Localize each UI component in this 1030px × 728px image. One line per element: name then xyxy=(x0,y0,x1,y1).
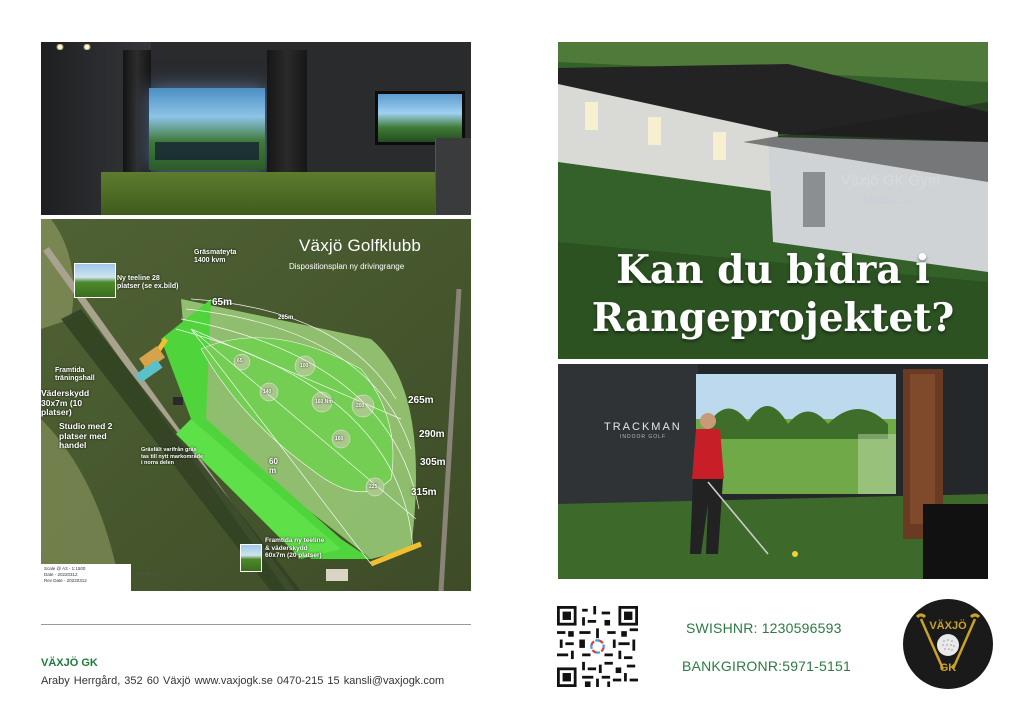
label-studio: Studio med 2 platser med handel xyxy=(59,421,113,450)
label-dist-305: 305m xyxy=(420,457,446,468)
plan-subtitle: Dispositionsplan ny drivingrange xyxy=(289,262,405,271)
wall-tv xyxy=(375,91,465,145)
club-contact-line: Araby Herrgård, 352 60 Växjö www.vaxjogk.se 0470-215 15 kansli@vaxjogk.com xyxy=(41,675,445,687)
green-label: 160 Nm xyxy=(315,399,333,405)
swish-number: SWISHNR: 1230596593 xyxy=(686,620,842,636)
label-future-hall: Framtida träningshall xyxy=(55,367,95,382)
footer-divider xyxy=(41,624,471,625)
headline-line-2: Rangeprojektet? xyxy=(591,295,955,341)
green-label: 65 xyxy=(237,358,243,364)
label-future-teeline: Framtida ny teeline & väderskydd 60x7m (20 platser) xyxy=(265,537,325,559)
club-name: VÄXJÖ GK xyxy=(41,657,98,669)
gym-sign: Växjö GK Gym xyxy=(841,172,941,189)
scale-box: Scale @ A3 - 1:1500 Date - 20220312 Rev Date - 20220312 xyxy=(41,564,131,591)
green-label: 160 xyxy=(335,436,344,442)
gym-building-render xyxy=(558,42,988,359)
headline xyxy=(558,246,988,342)
planner-logo: FINDER GOLF xyxy=(136,571,164,576)
trackman-studio-photo xyxy=(558,364,988,579)
label-dist-265-top: 265m xyxy=(278,315,294,321)
simulator-screen-bar xyxy=(155,142,259,160)
qr-code[interactable] xyxy=(557,606,638,687)
trackman-logo: TRACKMAN xyxy=(604,421,682,433)
label-grass-area: Gräsmateyta 1400 kvm xyxy=(194,249,237,264)
label-dist-315: 315m xyxy=(411,487,437,498)
driving-range-plan-map xyxy=(41,219,471,591)
teeline-example-thumbnail xyxy=(74,263,116,298)
future-teeline-thumbnail xyxy=(240,544,262,572)
badge-text-bottom: GK xyxy=(939,662,957,674)
plan-title: Växjö Golfklubb xyxy=(299,236,422,255)
green-label: 225 xyxy=(369,484,378,490)
badge-text-top: VÄXJÖ xyxy=(929,620,967,632)
studio-graphic xyxy=(558,364,988,579)
green-label: 100 xyxy=(300,363,309,369)
label-dist-265: 265m xyxy=(408,395,434,406)
label-new-teeline: Ny teeline 28 platser (se ex.bild) xyxy=(117,275,179,290)
bankgiro-number: BANKGIRONR:5971-5151 xyxy=(682,658,851,674)
vaxjo-gk-logo xyxy=(903,599,993,689)
cabinet xyxy=(435,138,471,215)
trackman-logo-sub: INDOOR GOLF xyxy=(620,434,667,440)
turf-floor xyxy=(101,172,471,215)
simulator-room-photo xyxy=(41,42,471,215)
label-dist-65: 65m xyxy=(212,297,233,308)
green-label: 140 xyxy=(263,389,272,395)
label-shelter: Väderskydd 30x7m (10 platser) xyxy=(41,388,90,417)
label-dist-60: 60 m xyxy=(269,457,278,475)
label-grass-note: Gräsfält varifrån gräs tas till nytt markområde i norra delen xyxy=(141,447,204,466)
headline-line-1: Kan du bidra i xyxy=(616,247,930,293)
label-dist-290: 290m xyxy=(419,429,445,440)
green-label: 200 xyxy=(356,403,365,409)
gym-sign-sub: Studio 1 & 2 xyxy=(863,195,923,207)
